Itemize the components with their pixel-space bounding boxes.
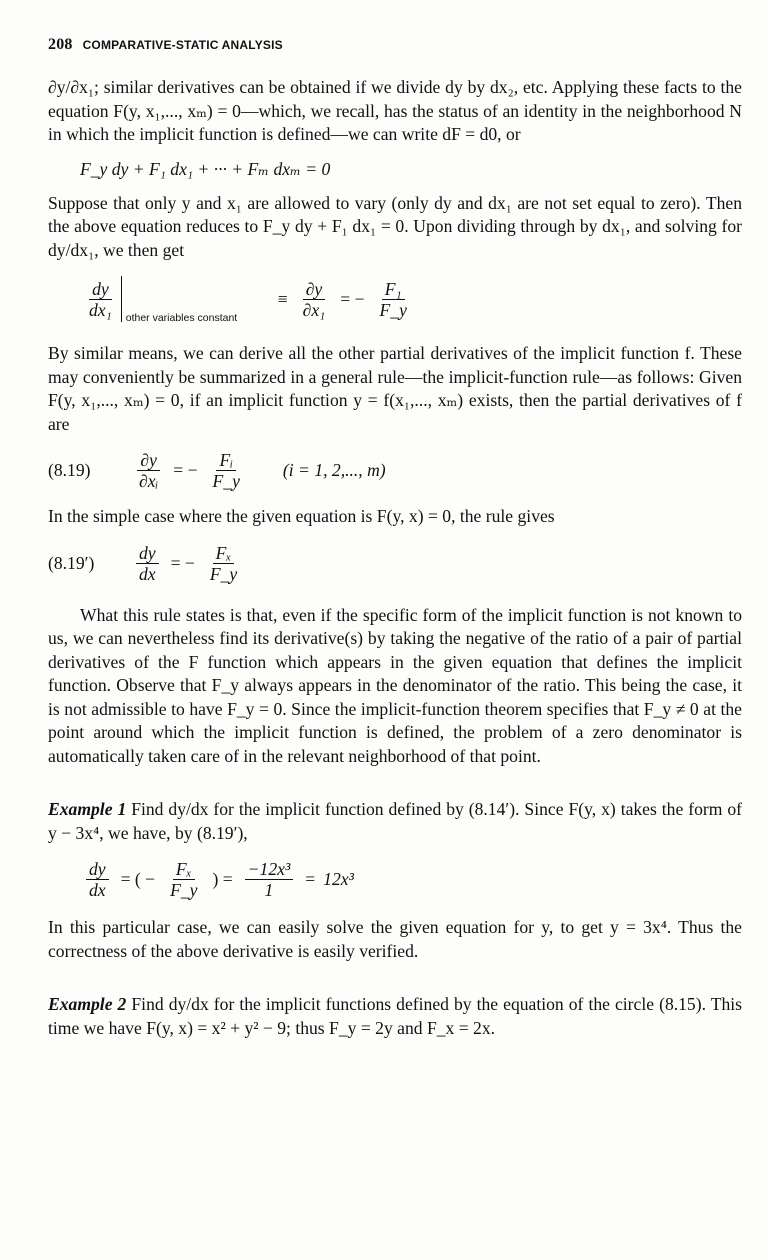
equation-label: (8.19′) xyxy=(48,552,95,573)
fraction-denominator: F_y xyxy=(209,563,238,584)
fraction-denominator: 1 xyxy=(264,880,274,900)
fraction-denominator: dx xyxy=(89,880,106,900)
paragraph-6: In this particular case, we can easily solve the given equation for y, to get y = 3x⁴. Thus the correctness of the above derivative is easily verified. xyxy=(48,917,742,961)
equation-total-differential xyxy=(80,159,742,180)
identity-sign: ≡ xyxy=(277,288,288,309)
fraction-numerator: ∂y xyxy=(303,279,326,300)
paragraph-2: Suppose that only y and x₁ are allowed to vary (only dy and dx₁ are not set equal to zero). Then the above equation reduces to F_y dy + F₁ dx₁ = 0. Upon dividing through by dx₁, and solving for dy/dx₁, we then get xyxy=(48,192,742,260)
evaluation-bar xyxy=(121,276,238,324)
fraction-denominator: dx xyxy=(139,563,156,584)
fraction-numerator: F₁ xyxy=(382,279,405,300)
fraction-denominator: ∂x₁ xyxy=(302,299,326,320)
fraction-denominator: F_y xyxy=(379,299,407,320)
fraction-lhs xyxy=(136,450,161,491)
fraction-F1-Fy xyxy=(377,279,410,320)
running-header xyxy=(48,36,742,54)
equals-sign: = xyxy=(305,869,316,889)
example-2-text: Find dy/dx for the implicit functions defined by the equation of the circle (8.15). This time we have F(y, x) = x² + y² − 9; thus F_y = 2y and F_x = 2x. xyxy=(48,994,742,1038)
equals-sign: = − xyxy=(173,460,198,480)
fraction-numerator: dy xyxy=(136,543,159,564)
example-1-text: Find dy/dx for the implicit function defined by (8.14′). Since F(y, x) takes the form of y − 3x⁴, we have, by (8.19′), xyxy=(48,799,742,843)
fraction-numeric xyxy=(245,859,294,900)
fraction-numerator: Fₓ xyxy=(173,859,195,880)
fraction-denominator: ∂xᵢ xyxy=(139,471,159,491)
paragraph-3: By similar means, we can derive all the other partial derivatives of the implicit function f. These may conveniently be summarized in a general rule—the implicit-function rule—as follows: Given F(y, x₁,..., xₘ) = 0, if an implicit function y = f(x₁,..., xₘ) exists, then the partial derivatives of f are xyxy=(48,343,742,434)
fraction-denominator: dx₁ xyxy=(89,299,112,320)
fraction-rhs xyxy=(210,450,243,491)
fraction-partial-y-x1 xyxy=(300,279,329,320)
equals-sign: = − xyxy=(170,552,195,573)
paragraph-1: ∂y/∂x₁; similar derivatives can be obtained if we divide dy by dx₂, etc. Applying these facts to the equation F(y, x₁,..., xₘ) = 0—which, we recall, has the status of an identity in the neighborhood N in which the implicit function is defined—we can write dF = d0, or xyxy=(48,77,742,144)
fraction-dy-dx1 xyxy=(86,279,115,320)
fraction-denominator: F_y xyxy=(170,880,198,900)
fraction-numerator: ∂y xyxy=(137,450,160,471)
running-title: COMPARATIVE-STATIC ANALYSIS xyxy=(82,38,283,52)
equation-partial-derivative xyxy=(82,276,742,322)
equals-sign: = ( − xyxy=(120,869,156,889)
fraction-lhs xyxy=(136,543,159,584)
example-1-label: Example 1 xyxy=(48,799,127,819)
example-1 xyxy=(48,798,742,845)
fraction-numerator: −12x³ xyxy=(245,859,294,880)
page xyxy=(48,36,742,1040)
example-1-result: 12x³ xyxy=(323,869,354,889)
equation-example-1 xyxy=(82,859,742,900)
equals-sign: ) = xyxy=(212,869,233,889)
example-2-label: Example 2 xyxy=(48,994,127,1014)
fraction-Fx-Fy xyxy=(167,859,200,900)
paragraph-5: What this rule states is that, even if the specific form of the implicit function is not known to us, we can nevertheless find its derivative(s) by taking the negative of the ratio of a pair of partial derivatives of the F function which appears in the given equation that defines the implicit function. Observe that F_y always appears in the denominator of the ratio. This being the case, it is not admissible to have F_y = 0. Since the implicit-function theorem specifies that F_y ≠ 0 at the point around which the implicit function is defined, the problem of a zero denominator is automatically taken care of in the relevant neighborhood of that point. xyxy=(48,604,742,766)
equation-8-19 xyxy=(48,450,742,491)
fraction-rhs xyxy=(207,543,240,584)
fraction-numerator: Fᵢ xyxy=(216,450,236,471)
fraction-dy-dx xyxy=(86,859,109,900)
fraction-numerator: dy xyxy=(86,859,109,880)
equals-sign: = − xyxy=(340,288,365,309)
paragraph-4: In the simple case where the given equation is F(y, x) = 0, the rule gives xyxy=(48,506,555,526)
equation-8-19-prime xyxy=(48,543,742,584)
index-condition: (i = 1, 2,..., m) xyxy=(282,460,386,480)
example-2 xyxy=(48,993,742,1040)
page-number: 208 xyxy=(48,36,73,53)
equation-text: F_y dy + F₁ dx₁ + ··· + Fₘ dxₘ = 0 xyxy=(80,158,331,179)
fraction-numerator: dy xyxy=(89,279,112,300)
fraction-denominator: F_y xyxy=(212,471,240,491)
evaluation-condition: other variables constant xyxy=(125,312,238,324)
fraction-numerator: Fₓ xyxy=(213,543,235,564)
equation-label: (8.19) xyxy=(48,460,91,480)
